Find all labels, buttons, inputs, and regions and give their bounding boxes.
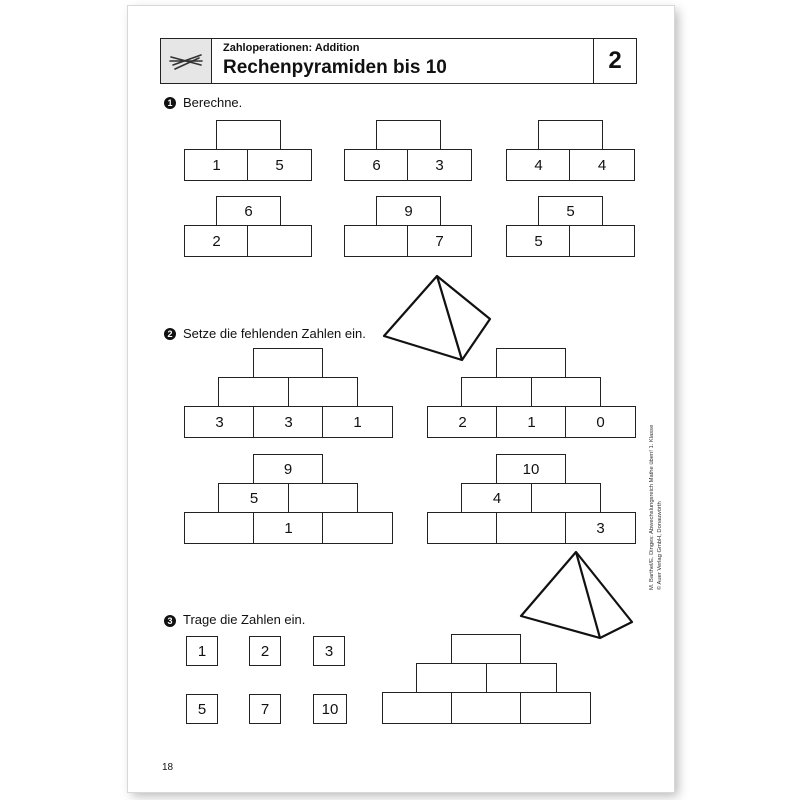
pyramid-cell[interactable] bbox=[218, 377, 290, 408]
pyramid-drawing bbox=[380, 270, 500, 365]
credit-line: M. Barthel/E. Dinges: Abwechslungsreich Mathe üben! 1. Klasse bbox=[649, 424, 655, 590]
pyramid-cell[interactable]: 3 bbox=[184, 406, 255, 438]
pyramid-cell[interactable] bbox=[451, 692, 522, 724]
number-card[interactable]: 1 bbox=[186, 636, 218, 666]
pyramid-cell[interactable] bbox=[427, 512, 498, 544]
pyramid-cell[interactable]: 6 bbox=[344, 149, 409, 181]
pyramid-cell[interactable]: 4 bbox=[569, 149, 635, 181]
pyramid-cell[interactable] bbox=[520, 692, 591, 724]
pyramid-cell[interactable]: 2 bbox=[184, 225, 249, 257]
pyramid-cell[interactable] bbox=[288, 377, 358, 408]
task-2-instruction: Setze die fehlenden Zahlen ein. bbox=[183, 326, 366, 341]
pyramid-cell[interactable]: 1 bbox=[253, 512, 324, 544]
number-card[interactable]: 3 bbox=[313, 636, 345, 666]
pyramid-cell[interactable] bbox=[247, 225, 312, 257]
pyramid-cell[interactable]: 3 bbox=[407, 149, 472, 181]
task-3-instruction: Trage die Zahlen ein. bbox=[183, 612, 306, 627]
page-number: 18 bbox=[162, 762, 174, 773]
pyramid-cell[interactable] bbox=[184, 512, 255, 544]
pyramid-cell[interactable] bbox=[569, 225, 635, 257]
pyramid-cell[interactable] bbox=[461, 377, 533, 408]
pyramid-cell[interactable] bbox=[486, 663, 557, 694]
pyramid-cell[interactable]: 3 bbox=[253, 406, 324, 438]
pyramid-cell[interactable]: 5 bbox=[218, 483, 290, 514]
number-card[interactable]: 2 bbox=[249, 636, 281, 666]
pyramid-cell[interactable] bbox=[344, 225, 409, 257]
header-subtitle: Zahloperationen: Addition bbox=[223, 42, 360, 54]
pyramid-cell[interactable]: 10 bbox=[496, 454, 566, 485]
pyramid-cell[interactable]: 1 bbox=[322, 406, 393, 438]
task-1-instruction: Berechne. bbox=[183, 95, 243, 110]
number-card[interactable]: 5 bbox=[186, 694, 218, 724]
pyramid-cell[interactable]: 6 bbox=[216, 196, 281, 227]
pyramid-cell[interactable] bbox=[376, 120, 441, 151]
pyramid-cell[interactable]: 1 bbox=[184, 149, 249, 181]
pyramid-cell[interactable] bbox=[288, 483, 358, 514]
pyramid-cell[interactable]: 0 bbox=[565, 406, 636, 438]
pyramid-cell[interactable]: 3 bbox=[565, 512, 636, 544]
pyramid-cell[interactable] bbox=[496, 512, 567, 544]
pyramid-cell[interactable] bbox=[416, 663, 488, 694]
pyramid-cell[interactable] bbox=[382, 692, 453, 724]
pyramid-cell[interactable] bbox=[531, 377, 601, 408]
task-2-bullet: 2 bbox=[164, 328, 176, 340]
pyramid-cell[interactable]: 2 bbox=[427, 406, 498, 438]
pyramid-cell[interactable]: 5 bbox=[506, 225, 571, 257]
pyramid-cell[interactable]: 4 bbox=[506, 149, 571, 181]
pyramid-cell[interactable]: 9 bbox=[253, 454, 323, 485]
worksheet-number: 2 bbox=[593, 39, 636, 83]
pyramid-cell[interactable] bbox=[322, 512, 393, 544]
pyramid-cell[interactable] bbox=[538, 120, 603, 151]
pyramid-cell[interactable] bbox=[451, 634, 521, 665]
pyramid-cell[interactable] bbox=[531, 483, 601, 514]
number-card[interactable]: 7 bbox=[249, 694, 281, 724]
worksheet-header bbox=[160, 38, 637, 84]
pyramid-drawing bbox=[518, 548, 640, 643]
pyramid-cell[interactable]: 5 bbox=[247, 149, 312, 181]
task-1-bullet: 1 bbox=[164, 97, 176, 109]
pyramid-cell[interactable]: 1 bbox=[496, 406, 567, 438]
task-3-bullet: 3 bbox=[164, 615, 176, 627]
pyramid-cell[interactable] bbox=[496, 348, 566, 379]
pyramid-cell[interactable]: 5 bbox=[538, 196, 603, 227]
pyramid-cell[interactable]: 4 bbox=[461, 483, 533, 514]
pyramid-cell[interactable]: 7 bbox=[407, 225, 472, 257]
number-card[interactable]: 10 bbox=[313, 694, 347, 724]
pencils-icon bbox=[161, 39, 212, 83]
copyright-notice bbox=[648, 412, 664, 590]
pyramid-cell[interactable] bbox=[253, 348, 323, 379]
credit-line: © Auer Verlag GmbH, Donauwörth bbox=[657, 501, 663, 590]
pyramid-cell[interactable]: 9 bbox=[376, 196, 441, 227]
pyramid-cell[interactable] bbox=[216, 120, 281, 151]
worksheet-title: Rechenpyramiden bis 10 bbox=[223, 57, 447, 78]
